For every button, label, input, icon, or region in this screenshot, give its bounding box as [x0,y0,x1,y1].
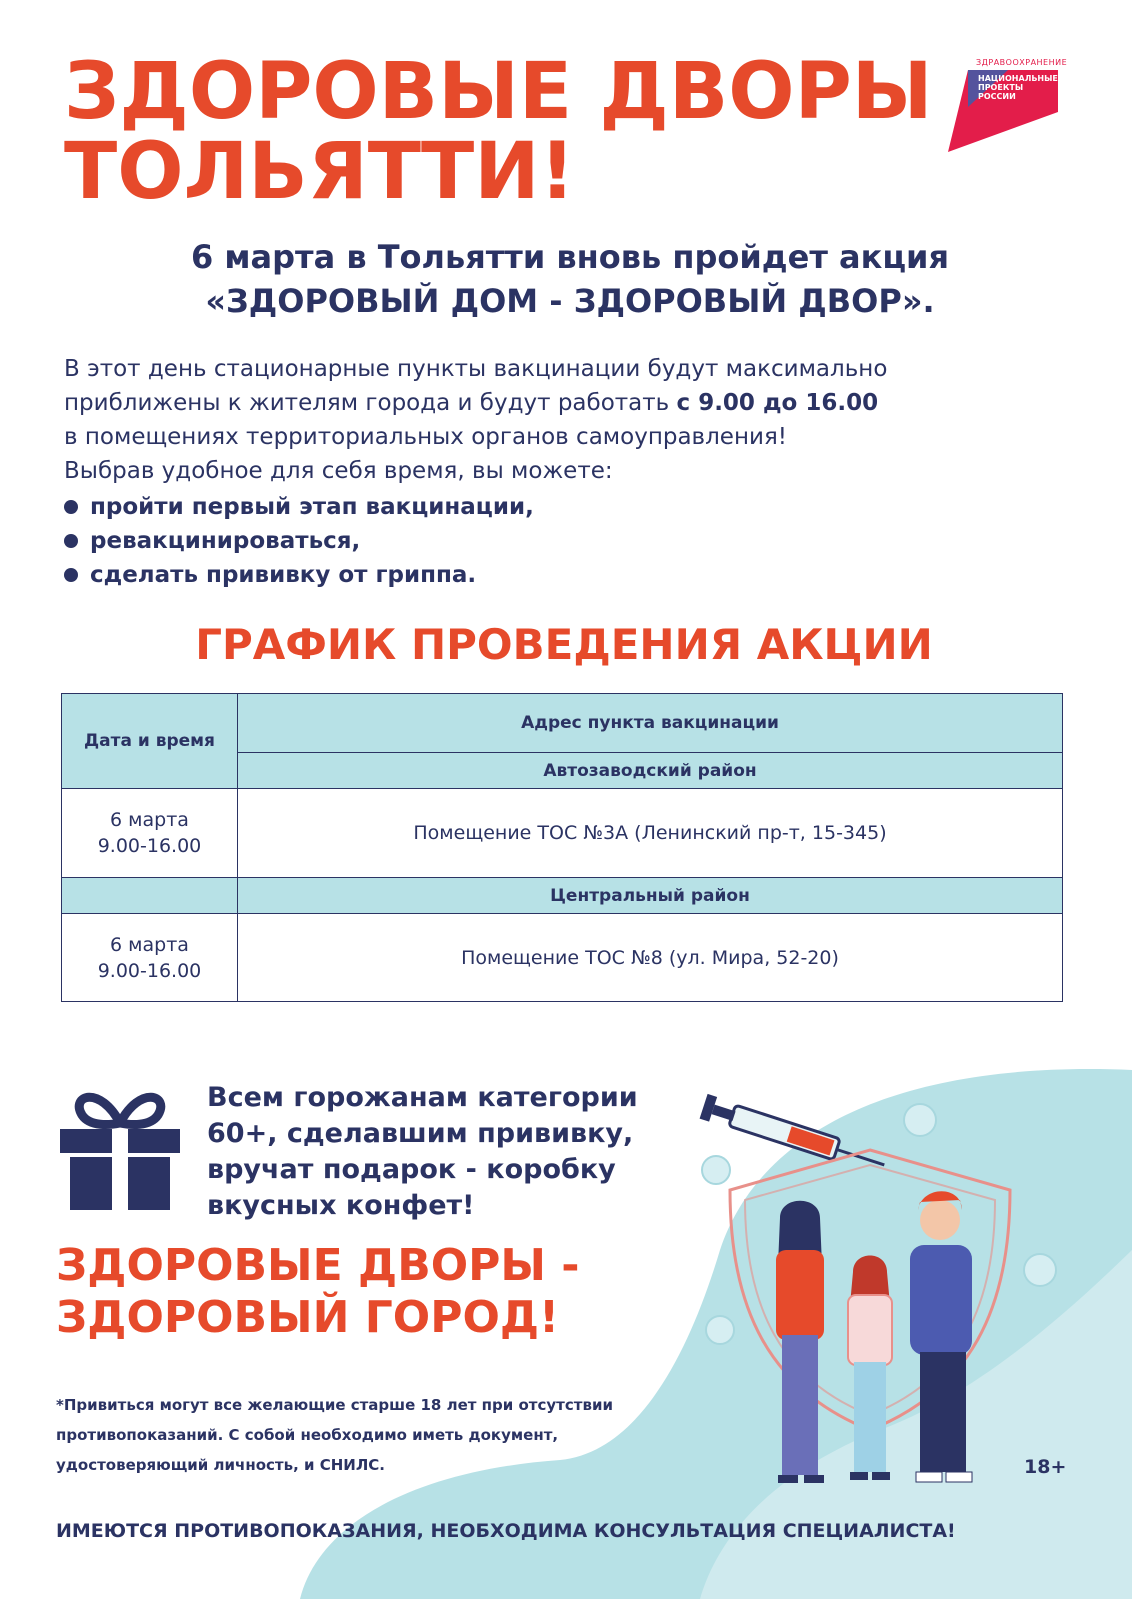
district-central: Центральный район [238,878,1062,913]
table-divider [238,752,1062,753]
slogan [56,1240,716,1344]
intro-line-3: в помещениях территориальных органов самоуправления! [64,424,787,450]
row2-date: 6 марта [110,933,189,956]
logo-top-text: ЗДРАВООХРАНЕНИЕ [976,58,1068,67]
logo-text [978,74,1058,101]
intro-text [64,352,1064,488]
gift-icon [60,1085,180,1210]
girl-figure [848,1256,892,1481]
national-projects-logo [948,52,1088,162]
row1-time: 9.00-16.00 [97,835,202,857]
gift-text [207,1080,687,1224]
logo-line-1: НАЦИОНАЛЬНЫЕ [978,74,1058,83]
subtitle-line-2: «ЗДОРОВЫЙ ДОМ - ЗДОРОВЫЙ ДВОР». [205,282,935,320]
bullet-icon [64,500,78,514]
row1-address: Помещение ТОС №3А (Ленинский пр-т, 15-345) [413,822,887,844]
list-item [64,524,964,558]
list-item-text: ревакцинироваться, [90,528,361,554]
slogan-line-1: ЗДОРОВЫЕ ДВОРЫ - [56,1240,580,1291]
footnote-line-1: *Привиться могут все желающие старше 18 лет при отсутствии [56,1396,613,1414]
gift-line-2: 60+, сделавшим прививку, [207,1118,634,1149]
event-subtitle [90,235,1050,323]
title-line-2: ТОЛЬЯТТИ! [64,127,576,217]
age-rating: 18+ [1024,1456,1067,1478]
list-item-text: пройти первый этап вакцинации, [90,494,534,520]
schedule-table [61,693,1063,1002]
schedule-title: ГРАФИК ПРОВЕДЕНИЯ АКЦИИ [195,620,933,669]
subtitle-line-1: 6 марта в Тольятти вновь пройдет акция [190,238,950,276]
row1-date: 6 марта [110,809,189,831]
contraindication-warning: ИМЕЮТСЯ ПРОТИВОПОКАЗАНИЯ, НЕОБХОДИМА КОНСУЛЬТАЦИЯ СПЕЦИАЛИСТА! [56,1520,956,1542]
table-divider [237,694,238,1001]
row2-date-cell [62,914,237,1001]
intro-line-2 [64,386,1064,420]
header-date: Дата и время [62,694,237,788]
list-item-text: сделать прививку от гриппа. [90,562,477,588]
gift-line-4: вкусных конфет! [207,1190,475,1221]
table-divider [62,913,1062,914]
gift-line-1: Всем горожанам категории [207,1082,638,1113]
intro-line-2-text: приближены к жителям города и будут работать [64,390,677,416]
intro-line-1: В этот день стационарные пункты вакцинации будут максимально [64,356,888,382]
logo-shape-icon [948,52,1088,162]
bullet-icon [64,568,78,582]
woman-figure [776,1201,824,1483]
header-address: Адрес пункта вакцинации [238,694,1062,752]
slogan-line-2: ЗДОРОВЫЙ ГОРОД! [56,1292,560,1343]
table-divider [62,788,1062,789]
footnote-line-2: противопоказаний. С собой необходимо иметь документ, [56,1426,559,1444]
footnote [56,1390,736,1480]
table-divider [62,877,1062,878]
list-item [64,558,964,592]
row2-time: 9.00-16.00 [97,959,202,982]
intro-line-4: Выбрав удобное для себя время, вы можете: [64,458,613,484]
family-illustration [690,1090,1110,1510]
options-list [64,490,964,592]
page-title [64,47,944,217]
district-avtozavodsky: Автозаводский район [238,753,1062,788]
row2-address: Помещение ТОС №8 (ул. Мира, 52-20) [461,946,839,969]
list-item [64,490,964,524]
logo-line-3: РОССИИ [978,92,1016,101]
footnote-line-3: удостоверяющий личность, и СНИЛС. [56,1456,385,1474]
row1-date-cell [62,789,237,877]
man-figure [910,1191,972,1482]
intro-hours: с 9.00 до 16.00 [676,390,879,416]
gift-line-3: вручат подарок - коробку [207,1154,616,1185]
logo-line-2: ПРОЕКТЫ [978,83,1024,92]
title-line-1: ЗДОРОВЫЕ ДВОРЫ [64,47,933,137]
bullet-icon [64,534,78,548]
district-blank-cell [62,878,237,913]
